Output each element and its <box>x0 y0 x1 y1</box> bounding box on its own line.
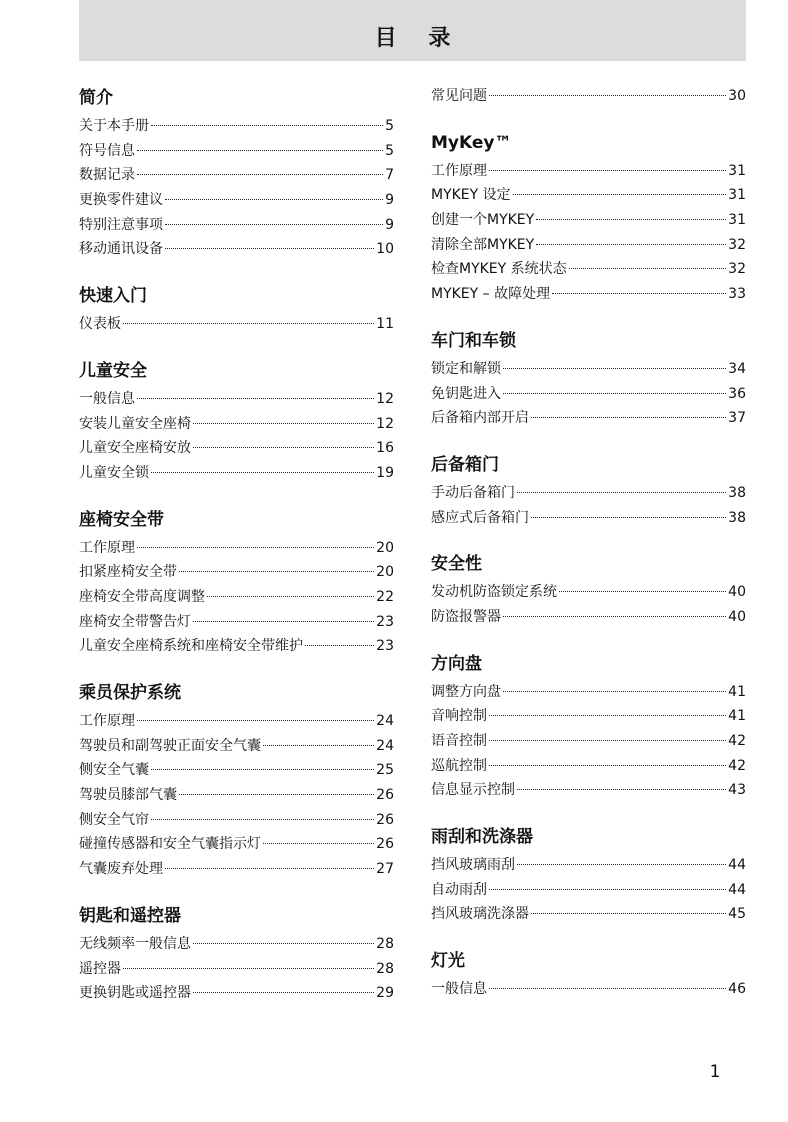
toc-entry-page: 32 <box>728 236 746 253</box>
dot-leader <box>305 645 374 646</box>
toc-entry-page: 23 <box>376 638 394 655</box>
dot-leader <box>517 789 726 790</box>
toc-entry-title: 侧安全气囊 <box>79 762 149 779</box>
toc-entry[interactable] <box>431 357 746 382</box>
toc-section <box>431 823 746 927</box>
dot-leader <box>151 125 383 126</box>
toc-entry[interactable] <box>431 878 746 903</box>
toc-entry-page: 40 <box>728 584 746 601</box>
toc-entry-title: 儿童安全锁 <box>79 464 149 481</box>
dot-leader <box>489 889 726 890</box>
toc-entry-list <box>431 84 746 109</box>
toc-section <box>431 947 746 1002</box>
toc-entry-title: 符号信息 <box>79 142 135 159</box>
toc-entry-page: 26 <box>376 787 394 804</box>
toc-entry[interactable] <box>431 406 746 431</box>
toc-entry-title: 扣紧座椅安全带 <box>79 564 177 581</box>
dot-leader <box>165 248 374 249</box>
toc-section <box>431 129 746 307</box>
toc-entry-page: 20 <box>376 539 394 556</box>
toc-entry-page: 5 <box>385 142 394 159</box>
toc-left-column <box>79 84 394 1026</box>
toc-entry-list <box>431 580 746 629</box>
dot-leader <box>517 864 726 865</box>
toc-entry-title: 防盗报警器 <box>431 608 501 625</box>
toc-entry-title: 检查MYKEY 系统状态 <box>431 261 567 278</box>
toc-section <box>79 506 394 659</box>
toc-entry-title: MYKEY 设定 <box>431 187 511 204</box>
toc-entry-title: 碰撞传感器和安全气囊指示灯 <box>79 836 261 853</box>
toc-entry-title: 工作原理 <box>79 539 135 556</box>
toc-entry-title: 感应式后备箱门 <box>431 509 529 526</box>
toc-entry-title: 清除全部MYKEY <box>431 236 535 253</box>
toc-entry[interactable] <box>79 114 394 139</box>
toc-header-bar <box>79 0 746 61</box>
toc-entry[interactable] <box>79 412 394 437</box>
toc-entry[interactable] <box>431 481 746 506</box>
dot-leader <box>503 691 726 692</box>
toc-entry-page: 29 <box>376 985 394 1002</box>
toc-entry[interactable] <box>79 857 394 882</box>
dot-leader <box>489 715 726 716</box>
toc-entry[interactable] <box>79 610 394 635</box>
toc-entry[interactable] <box>79 957 394 982</box>
toc-section <box>431 451 746 530</box>
toc-entry[interactable] <box>431 729 746 754</box>
toc-entry-title: 一般信息 <box>79 390 135 407</box>
toc-entry-title: 锁定和解锁 <box>431 360 501 377</box>
toc-entry-title: 自动雨刮 <box>431 881 487 898</box>
toc-entry[interactable] <box>79 139 394 164</box>
toc-entry[interactable] <box>79 585 394 610</box>
dot-leader <box>517 492 726 493</box>
toc-entry[interactable] <box>431 778 746 803</box>
toc-entry-title: 信息显示控制 <box>431 782 515 799</box>
toc-entry[interactable] <box>79 981 394 1006</box>
section-heading: 后备箱门 <box>431 454 499 475</box>
toc-entry-page: 40 <box>728 608 746 625</box>
toc-entry-list <box>79 536 394 659</box>
toc-entry-page: 16 <box>376 440 394 457</box>
toc-entry-page: 43 <box>728 782 746 799</box>
dot-leader <box>165 224 383 225</box>
toc-entry-title: 语音控制 <box>431 733 487 749</box>
toc-entry[interactable] <box>431 704 746 729</box>
toc-entry[interactable] <box>431 233 746 258</box>
dot-leader <box>489 765 726 766</box>
toc-entry-page: 28 <box>376 960 394 977</box>
toc-entry-title: 创建一个MYKEY <box>431 212 535 229</box>
toc-entry[interactable] <box>79 163 394 188</box>
toc-section <box>431 84 746 109</box>
toc-entry-title: 座椅安全带高度调整 <box>79 588 205 605</box>
toc-entry[interactable] <box>431 902 746 927</box>
dot-leader <box>151 769 374 770</box>
section-heading: MyKey™ <box>431 132 512 153</box>
toc-entry-page: 38 <box>728 484 746 501</box>
dot-leader <box>137 174 383 175</box>
toc-entry[interactable] <box>79 709 394 734</box>
toc-entry[interactable] <box>79 783 394 808</box>
section-heading: 简介 <box>79 88 113 108</box>
toc-entry-title: MYKEY – 故障处理 <box>431 286 551 303</box>
dot-leader <box>489 170 726 171</box>
toc-entry[interactable] <box>431 853 746 878</box>
toc-entry-title: 后备箱内部开启 <box>431 410 529 427</box>
toc-entry-title: 常见问题 <box>431 88 487 104</box>
section-heading: 安全性 <box>431 554 482 575</box>
toc-section <box>79 902 394 1006</box>
toc-entry-list <box>431 357 746 431</box>
toc-entry[interactable] <box>79 536 394 561</box>
toc-entry-title: 儿童安全座椅安放 <box>79 440 191 457</box>
section-heading: 座椅安全带 <box>79 509 164 530</box>
toc-entry-page: 7 <box>385 167 394 184</box>
toc-entry[interactable] <box>79 932 394 957</box>
toc-entry-title: 更换零件建议 <box>79 192 163 209</box>
toc-entry-page: 42 <box>728 757 746 774</box>
toc-entry-page: 20 <box>376 564 394 581</box>
toc-entry-page: 45 <box>728 906 746 923</box>
toc-entry-title: 无线频率一般信息 <box>79 935 191 952</box>
toc-entry-title: 儿童安全座椅系统和座椅安全带维护 <box>79 638 303 655</box>
toc-entry-list <box>79 709 394 882</box>
section-heading: 灯光 <box>431 951 465 972</box>
toc-entry-title: 驾驶员和副驾驶正面安全气囊 <box>79 737 261 754</box>
toc-entry-title: 工作原理 <box>79 713 135 729</box>
toc-entry-page: 31 <box>728 162 746 179</box>
dot-leader <box>151 819 374 820</box>
toc-entry[interactable] <box>79 758 394 783</box>
toc-entry[interactable] <box>79 436 394 461</box>
dot-leader <box>503 368 726 369</box>
toc-entry-page: 24 <box>376 713 394 729</box>
toc-section <box>79 84 394 262</box>
toc-entry[interactable] <box>431 84 746 109</box>
toc-entry-page: 42 <box>728 733 746 749</box>
toc-entry[interactable] <box>431 183 746 208</box>
toc-entry[interactable] <box>431 382 746 407</box>
toc-entry-title: 安装儿童安全座椅 <box>79 415 191 432</box>
toc-entry-page: 9 <box>385 216 394 233</box>
dot-leader <box>503 393 726 394</box>
toc-entry-page: 31 <box>728 212 746 229</box>
section-heading: 儿童安全 <box>79 360 147 381</box>
toc-entry-page: 9 <box>385 192 394 209</box>
toc-entry-title: 仪表板 <box>79 316 121 333</box>
toc-entry-page: 25 <box>376 762 394 779</box>
dot-leader <box>569 268 727 269</box>
dot-leader <box>123 968 374 969</box>
dot-leader <box>165 199 383 200</box>
toc-entry-title: 侧安全气帘 <box>79 811 149 828</box>
toc-entry-title: 关于本手册 <box>79 118 149 134</box>
toc-entry-page: 24 <box>376 737 394 754</box>
toc-entry[interactable] <box>431 605 746 630</box>
dot-leader <box>263 843 374 844</box>
dot-leader <box>207 596 374 597</box>
dot-leader <box>137 398 374 399</box>
toc-entry-list <box>79 932 394 1006</box>
toc-entry-page: 30 <box>728 88 746 104</box>
toc-entry-list <box>431 680 746 803</box>
dot-leader <box>536 244 726 245</box>
toc-entry[interactable] <box>79 832 394 857</box>
toc-entry-title: 免钥匙进入 <box>431 385 501 402</box>
toc-entry-title: 气囊废弃处理 <box>79 861 163 878</box>
toc-entry[interactable] <box>431 977 746 1002</box>
toc-entry-title: 座椅安全带警告灯 <box>79 613 191 630</box>
toc-entry-list <box>79 114 394 262</box>
toc-entry-page: 33 <box>728 286 746 303</box>
toc-entry[interactable] <box>79 213 394 238</box>
toc-entry-page: 31 <box>728 187 746 204</box>
toc-entry[interactable] <box>431 282 746 307</box>
toc-entry-page: 32 <box>728 261 746 278</box>
toc-entry-title: 驾驶员膝部气囊 <box>79 787 177 804</box>
dot-leader <box>489 740 726 741</box>
dot-leader <box>137 150 383 151</box>
toc-entry-title: 调整方向盘 <box>431 683 501 700</box>
dot-leader <box>193 992 374 993</box>
toc-entry-page: 23 <box>376 613 394 630</box>
toc-entry-title: 挡风玻璃雨刮 <box>431 857 515 874</box>
dot-leader <box>531 913 726 914</box>
dot-leader <box>179 571 374 572</box>
dot-leader <box>531 517 726 518</box>
dot-leader <box>513 194 727 195</box>
dot-leader <box>179 794 374 795</box>
toc-entry-page: 19 <box>376 464 394 481</box>
toc-section <box>79 282 394 337</box>
toc-entry-list <box>79 312 394 337</box>
dot-leader <box>151 472 374 473</box>
toc-entry-title: 特别注意事项 <box>79 216 163 233</box>
toc-entry-page: 12 <box>376 390 394 407</box>
toc-section <box>431 327 746 431</box>
toc-entry-page: 27 <box>376 861 394 878</box>
toc-entry-title: 一般信息 <box>431 981 487 998</box>
toc-entry-title: 巡航控制 <box>431 757 487 774</box>
toc-entry-title: 挡风玻璃洗涤器 <box>431 906 529 923</box>
toc-entry[interactable] <box>431 208 746 233</box>
toc-entry-page: 11 <box>376 316 394 333</box>
dot-leader <box>536 219 726 220</box>
toc-entry-page: 36 <box>728 385 746 402</box>
section-heading: 乘员保护系统 <box>79 683 181 703</box>
toc-entry[interactable] <box>79 461 394 486</box>
toc-entry-page: 41 <box>728 683 746 700</box>
dot-leader <box>503 616 726 617</box>
toc-section <box>79 679 394 882</box>
toc-entry[interactable] <box>431 680 746 705</box>
toc-entry-title: 工作原理 <box>431 162 487 179</box>
toc-entry-page: 44 <box>728 857 746 874</box>
dot-leader <box>137 720 374 721</box>
toc-entry[interactable] <box>431 257 746 282</box>
dot-leader <box>193 943 374 944</box>
toc-entry-list <box>431 853 746 927</box>
toc-entry-page: 26 <box>376 811 394 828</box>
dot-leader <box>552 293 726 294</box>
toc-entry-list <box>431 159 746 307</box>
section-heading: 快速入门 <box>79 286 147 307</box>
toc-section <box>79 357 394 486</box>
toc-entry-page: 12 <box>376 415 394 432</box>
section-heading: 雨刮和洗涤器 <box>431 827 533 848</box>
toc-entry[interactable] <box>79 237 394 262</box>
page-number: 1 <box>709 1062 721 1082</box>
toc-entry-page: 41 <box>728 708 746 725</box>
dot-leader <box>165 868 374 869</box>
toc-entry-title: 手动后备箱门 <box>431 484 515 501</box>
page-title: 目 录 <box>374 26 463 51</box>
toc-section <box>431 650 746 803</box>
toc-entry-page: 38 <box>728 509 746 526</box>
dot-leader <box>123 323 374 324</box>
toc-entry[interactable] <box>79 808 394 833</box>
toc-entry-page: 22 <box>376 588 394 605</box>
toc-entry[interactable] <box>79 634 394 659</box>
toc-entry-page: 46 <box>728 981 746 998</box>
dot-leader <box>489 95 726 96</box>
toc-entry-page: 28 <box>376 935 394 952</box>
toc-entry-list <box>79 387 394 486</box>
section-heading: 方向盘 <box>431 653 482 674</box>
toc-entry-page: 34 <box>728 360 746 377</box>
toc-entry-list <box>431 481 746 530</box>
toc-entry-page: 10 <box>376 241 394 258</box>
toc-entry-page: 26 <box>376 836 394 853</box>
toc-entry-list <box>431 977 746 1002</box>
dot-leader <box>193 447 374 448</box>
dot-leader <box>193 423 374 424</box>
dot-leader <box>489 988 726 989</box>
dot-leader <box>137 547 374 548</box>
toc-entry-page: 44 <box>728 881 746 898</box>
toc-entry-title: 音响控制 <box>431 708 487 725</box>
toc-entry[interactable] <box>79 312 394 337</box>
toc-entry-title: 移动通讯设备 <box>79 241 163 258</box>
toc-entry[interactable] <box>431 159 746 184</box>
toc-section <box>431 550 746 629</box>
toc-entry[interactable] <box>79 188 394 213</box>
toc-entry[interactable] <box>431 754 746 779</box>
toc-entry-title: 数据记录 <box>79 167 135 184</box>
toc-entry[interactable] <box>79 560 394 585</box>
toc-entry[interactable] <box>431 506 746 531</box>
toc-entry[interactable] <box>431 580 746 605</box>
toc-right-column <box>431 84 746 1022</box>
dot-leader <box>531 417 726 418</box>
dot-leader <box>193 621 374 622</box>
toc-entry-title: 遥控器 <box>79 960 121 977</box>
section-heading: 车门和车锁 <box>431 330 516 351</box>
toc-entry-title: 更换钥匙或遥控器 <box>79 985 191 1002</box>
section-heading: 钥匙和遥控器 <box>79 905 181 926</box>
toc-entry-title: 发动机防盗锁定系统 <box>431 584 557 601</box>
toc-entry-page: 5 <box>385 118 394 134</box>
toc-entry[interactable] <box>79 734 394 759</box>
toc-entry-page: 37 <box>728 410 746 427</box>
dot-leader <box>263 745 374 746</box>
toc-entry[interactable] <box>79 387 394 412</box>
dot-leader <box>559 591 726 592</box>
